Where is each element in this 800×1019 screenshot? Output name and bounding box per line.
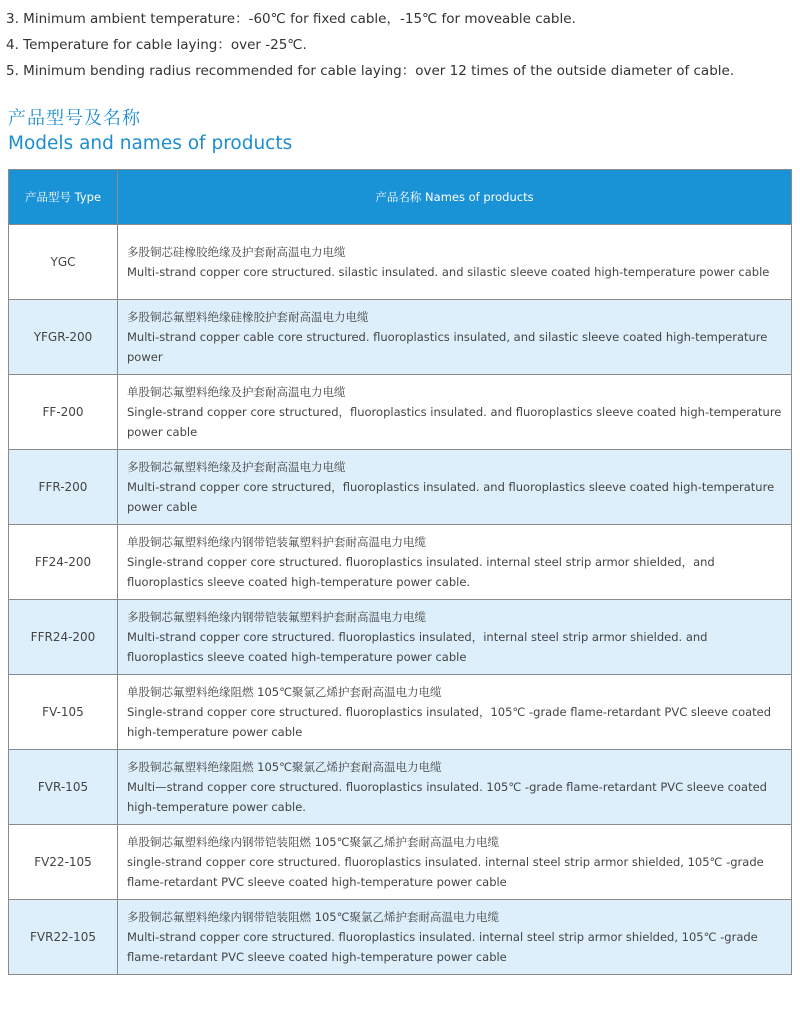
product-name bbox=[118, 450, 792, 525]
table-row bbox=[9, 450, 792, 525]
product-name-cn: 多股铜芯氟塑料绝缘阻燃 105℃聚氯乙烯护套耐高温电力电缆 bbox=[127, 760, 442, 774]
table-row bbox=[9, 675, 792, 750]
installation-notes bbox=[6, 6, 796, 84]
product-name-cn: 多股铜芯氟塑料绝缘内钢带铠装氟塑料护套耐高温电力电缆 bbox=[127, 610, 426, 624]
product-type: FF24-200 bbox=[9, 525, 118, 600]
product-name bbox=[118, 600, 792, 675]
product-name-en: Single-strand copper core structured. fluoroplastics insulated. internal steel strip armor shielded，and fluoroplastics sleeve coated high-temperature power cable. bbox=[127, 555, 715, 589]
table-row bbox=[9, 750, 792, 825]
product-type: YFGR-200 bbox=[9, 300, 118, 375]
section-title-cn: 产品型号及名称 bbox=[8, 108, 141, 129]
table-row bbox=[9, 825, 792, 900]
table-row bbox=[9, 900, 792, 975]
product-name-cn: 多股铜芯硅橡胶绝缘及护套耐高温电力电缆 bbox=[127, 245, 346, 259]
product-name-en: Multi—strand copper core structured. fluoroplastics insulated. 105℃ -grade flame-retardant PVC sleeve coated high-temperature power cable. bbox=[127, 780, 767, 814]
note-item: 3. Minimum ambient temperature：-60℃ for fixed cable，-15℃ for moveable cable. bbox=[6, 11, 576, 27]
product-name-en: Multi-strand copper core structured. fluoroplastics insulated，internal steel strip armor shielded. and fluoroplastics sleeve coated high-temperature power cable bbox=[127, 630, 708, 664]
table-header-row bbox=[9, 170, 792, 225]
header-name: 产品名称 Names of products bbox=[118, 170, 792, 225]
table-row bbox=[9, 300, 792, 375]
table-row bbox=[9, 225, 792, 300]
product-name bbox=[118, 900, 792, 975]
product-type: FVR-105 bbox=[9, 750, 118, 825]
product-name bbox=[118, 525, 792, 600]
product-name-en: Multi-strand copper core structured. fluoroplastics insulated. internal steel strip armor shielded, 105℃ -grade flame-retardant PVC sleeve coated high-temperature power cable bbox=[127, 930, 758, 964]
table-row bbox=[9, 600, 792, 675]
product-name-en: single-strand copper core structured. fluoroplastics insulated. internal steel strip armor shielded, 105℃ -grade flame-retardant PVC sleeve coated high-temperature power cable bbox=[127, 855, 764, 889]
table-row bbox=[9, 375, 792, 450]
product-name-cn: 多股铜芯氟塑料绝缘内钢带铠装阻燃 105℃聚氯乙烯护套耐高温电力电缆 bbox=[127, 910, 500, 924]
product-name-en: Multi-strand copper core structured，fluoroplastics insulated. and fluoroplastics sleeve coated high-temperature power cable bbox=[127, 480, 775, 514]
product-name-cn: 多股铜芯氟塑料绝缘硅橡胶护套耐高温电力电缆 bbox=[127, 310, 369, 324]
note-item: 4. Temperature for cable laying：over -25℃. bbox=[6, 37, 307, 53]
product-name bbox=[118, 375, 792, 450]
product-name-en: Single-strand copper core structured. fluoroplastics insulated，105℃ -grade flame-retardant PVC sleeve coated high-temperature power cable bbox=[127, 705, 772, 739]
product-type: FFR-200 bbox=[9, 450, 118, 525]
product-name-en: Multi-strand copper core structured. silastic insulated. and silastic sleeve coated high-temperature power cable bbox=[127, 265, 770, 279]
product-name bbox=[118, 750, 792, 825]
product-type: FV22-105 bbox=[9, 825, 118, 900]
product-name-cn: 单股铜芯氟塑料绝缘内钢带铠装阻燃 105℃聚氯乙烯护套耐高温电力电缆 bbox=[127, 835, 500, 849]
product-name-cn: 多股铜芯氟塑料绝缘及护套耐高温电力电缆 bbox=[127, 460, 346, 474]
product-name-en: Single-strand copper core structured，fluoroplastics insulated. and fluoroplastics sleeve coated high-temperature power cable bbox=[127, 405, 782, 439]
product-type: YGC bbox=[9, 225, 118, 300]
product-type: FF-200 bbox=[9, 375, 118, 450]
section-title-en: Models and names of products bbox=[8, 133, 293, 154]
product-name bbox=[118, 225, 792, 300]
product-type: FFR24-200 bbox=[9, 600, 118, 675]
product-type: FV-105 bbox=[9, 675, 118, 750]
product-type: FVR22-105 bbox=[9, 900, 118, 975]
products-table bbox=[8, 169, 792, 975]
product-name-cn: 单股铜芯氟塑料绝缘及护套耐高温电力电缆 bbox=[127, 385, 346, 399]
product-name-cn: 单股铜芯氟塑料绝缘内钢带铠装氟塑料护套耐高温电力电缆 bbox=[127, 535, 426, 549]
note-item: 5. Minimum bending radius recommended for cable laying：over 12 times of the outside diameter of cable. bbox=[6, 63, 735, 79]
table-row bbox=[9, 525, 792, 600]
header-type: 产品型号 Type bbox=[9, 170, 118, 225]
product-name bbox=[118, 300, 792, 375]
product-name-cn: 单股铜芯氟塑料绝缘阻燃 105℃聚氯乙烯护套耐高温电力电缆 bbox=[127, 685, 442, 699]
product-name bbox=[118, 675, 792, 750]
product-name-en: Multi-strand copper cable core structured. fluoroplastics insulated, and silastic sleeve coated high-temperature power bbox=[127, 330, 768, 364]
product-name bbox=[118, 825, 792, 900]
